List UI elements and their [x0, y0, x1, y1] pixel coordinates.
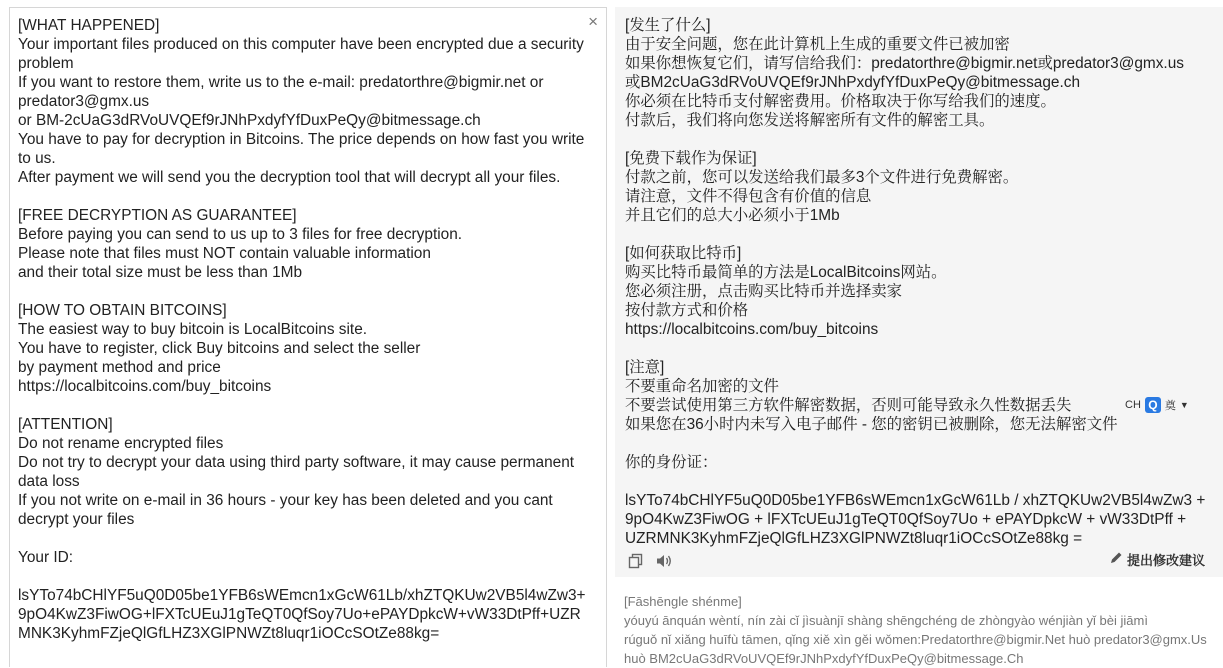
text-line: rúguǒ nǐ xiǎng huīfù tāmen, qǐng xiě xìn gěi wǒmen:Predatorthre@bigmir.Net huò predator3@gmx.Us — [624, 632, 1207, 647]
text-line: After payment we will send you the decryption tool that will decrypt all your files. — [18, 169, 561, 186]
blank-line — [18, 529, 593, 548]
blank-line — [18, 396, 593, 415]
close-icon[interactable]: × — [588, 12, 598, 31]
text-line: 付款后，我们将向您发送将解密所有文件的解密工具。 — [625, 112, 995, 129]
pencil-icon — [1109, 551, 1123, 568]
text-line: huò BM2cUaG3dRVoUVQEf9rJNhPxdyfYfDuxPeQy@bitmessage.Ch — [624, 651, 1024, 666]
ime-extra-icon[interactable]: 奠 — [1164, 400, 1176, 412]
text-line: Do not rename encrypted files — [18, 435, 224, 452]
blank-line — [625, 225, 1210, 244]
text-line: [HOW TO OBTAIN BITCOINS] — [18, 302, 227, 319]
text-line: yóuyú ānquán wèntí, nín zài cǐ jìsuànjī shàng shēngchéng de zhòngyào wénjiàn yǐ bèi jiāmì — [624, 613, 1148, 628]
blank-line — [625, 434, 1210, 453]
blank-line — [18, 282, 593, 301]
text-line: [FREE DECRYPTION AS GUARANTEE] — [18, 207, 297, 224]
text-line: 你必须在比特币支付解密费用。价格取决于你写给我们的速度。 — [625, 93, 1056, 110]
text-line: lsYTo74bCHlYF5uQ0D05be1YFB6sWEmcn1xGcW61Lb / xhZTQKUw2VB5l4wZw3 + 9pO4KwZ3FiwOG + lFXTcUEuJ1gTeQT0QfSoy7Uo + ePAYDpkcW + vW33DtPff + UZRMNK3KyhmFZjeQlGfLHZ3XGlPNWZt8luqr1iOCcSOtZe88kg = — [625, 492, 1206, 547]
ime-toolbar[interactable] — [1125, 397, 1189, 413]
text-line: 如果您在36小时内未写入电子邮件 - 您的密钥已被删除，您无法解密文件 — [625, 416, 1118, 433]
text-line: [ATTENTION] — [18, 416, 113, 433]
text-line: 按付款方式和价格 — [625, 302, 749, 319]
blank-line — [18, 187, 593, 206]
translation-text — [625, 16, 1210, 548]
suggest-edit-button[interactable] — [1109, 550, 1205, 569]
blank-line — [625, 339, 1210, 358]
text-line: [Fāshēngle shénme] — [624, 594, 742, 609]
text-line: The easiest way to buy bitcoin is LocalBitcoins site. — [18, 321, 368, 338]
source-textarea[interactable] — [18, 16, 593, 643]
text-line: or BM-2cUaG3dRVoUVQEf9rJNhPxdyfYfDuxPeQy@bitmessage.ch — [18, 112, 481, 129]
text-line: Before paying you can send to us up to 3 files for free decryption. — [18, 226, 463, 243]
text-line: 并且它们的总大小必须小于1Mb — [625, 207, 840, 224]
chevron-down-icon[interactable]: ▼ — [1179, 400, 1189, 410]
text-line: 由于安全问题，您在此计算机上生成的重要文件已被加密 — [625, 36, 1010, 53]
text-line: [免费下载作为保证] — [625, 150, 757, 167]
blank-line — [625, 472, 1210, 491]
blank-line — [625, 130, 1210, 149]
text-line: Your important files produced on this computer have been encrypted due a security problem — [18, 36, 584, 72]
ime-mode-label[interactable]: CH — [1125, 399, 1141, 411]
source-text-pane[interactable] — [9, 7, 607, 667]
text-line: If you not write on e-mail in 36 hours - your key has been deleted and you cant decrypt your files — [18, 492, 553, 528]
text-line: 请注意，文件不得包含有价值的信息 — [625, 188, 872, 205]
ime-q-icon[interactable]: Q — [1145, 397, 1161, 413]
text-line: 不要重命名加密的文件 — [625, 378, 779, 395]
text-line: [发生了什么] — [625, 17, 711, 34]
text-line: If you want to restore them, write us to the e-mail: predatorthre@bigmir.net or predator3@gmx.us — [18, 74, 544, 110]
speaker-icon[interactable] — [654, 551, 674, 571]
text-line: Do not try to decrypt your data using third party software, it may cause permanent data loss — [18, 454, 575, 490]
text-line: 购买比特币最简单的方法是LocalBitcoins网站。 — [625, 264, 947, 281]
text-line: You have to pay for decryption in Bitcoins. The price depends on how fast you write to us. — [18, 131, 585, 167]
translation-pane — [615, 7, 1223, 577]
text-line: by payment method and price — [18, 359, 221, 376]
suggest-edit-label: 提出修改建议 — [1126, 553, 1205, 568]
transliteration-text — [624, 592, 1214, 668]
translation-tools — [626, 551, 674, 571]
text-line: You have to register, click Buy bitcoins and select the seller — [18, 340, 421, 357]
text-line: and their total size must be less than 1Mb — [18, 264, 303, 281]
text-line: lsYTo74bCHlYF5uQ0D05be1YFB6sWEmcn1xGcW61Lb/xhZTQKUw2VB5l4wZw3+9pO4KwZ3FiwOG+lFXTcUEuJ1gTeQT0QfSoy7Uo+ePAYDpkcW+vW33DtPff+UZRMNK3KyhmFZjeQlGfLHZ3XGlPNWZt8luqr1iOCcSOtZe88kg= — [18, 587, 586, 642]
text-line: 您必须注册，点击购买比特币并选择卖家 — [625, 283, 903, 300]
text-line: https://localbitcoins.com/buy_bitcoins — [625, 321, 879, 338]
text-line: 或BM2cUaG3dRVoUVQEf9rJNhPxdyfYfDuxPeQy@bitmessage.ch — [625, 74, 1081, 91]
text-line: Please note that files must NOT contain valuable information — [18, 245, 431, 262]
text-line: [注意] — [625, 359, 665, 376]
text-line: Your ID: — [18, 549, 74, 566]
text-line: https://localbitcoins.com/buy_bitcoins — [18, 378, 272, 395]
text-line: 如果你想恢复它们，请写信给我们：predatorthre@bigmir.net或predator3@gmx.us — [625, 55, 1184, 72]
copy-icon[interactable] — [626, 551, 646, 571]
text-line: 你的身份证： — [625, 454, 718, 471]
text-line: 付款之前，您可以发送给我们最多3个文件进行免费解密。 — [625, 169, 1019, 186]
text-line: 不要尝试使用第三方软件解密数据，否则可能导致永久性数据丢失 — [625, 397, 1072, 414]
text-line: [WHAT HAPPENED] — [18, 17, 160, 34]
blank-line — [18, 567, 593, 586]
text-line: [如何获取比特币] — [625, 245, 742, 262]
